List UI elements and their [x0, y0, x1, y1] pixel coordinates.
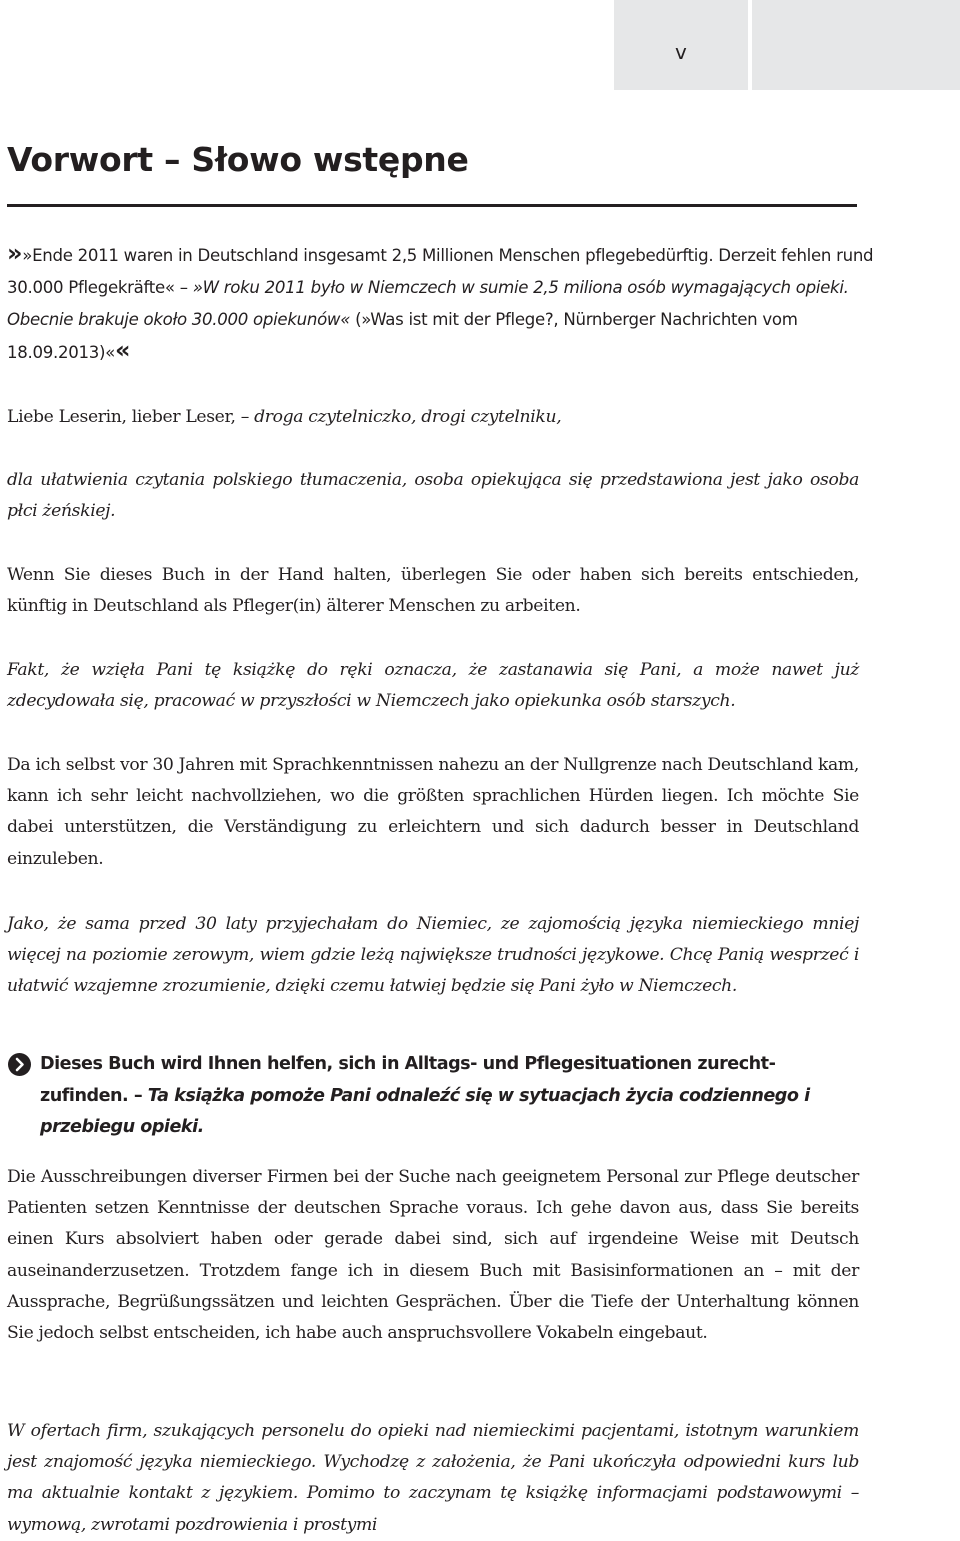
paragraph-1-german: Wenn Sie dieses Buch in der Hand halten, überlegen Sie oder haben sich bereits entschieden, künftig in Deutschland als Pfleger(in) älterer Menschen zu arbeiten.	[7, 565, 859, 617]
quote-source: (»Was ist mit der Pflege?, Nürnberger Nachrichten vom 18.09.2013)«	[7, 310, 798, 362]
paragraph-3-polish: W ofertach firm, szukających personelu do opieki nad niemieckimi pacjentami, istotnym warunkiem jest znajomość języka niemieckiego. Wychodzę z założenia, że Pani ukończyła odpowiedni kurs lub ma aktualnie kontakt z językiem. Pomimo to zaczynam tę książkę informacjami podstawowymi – wymową, zwrotami pozdrowienia i prostymi	[7, 1421, 859, 1535]
key-point-callout	[40, 1049, 850, 1144]
chapter-title: Vorwort – Słowo wstępne	[7, 140, 469, 179]
page-tab-background-right	[752, 0, 960, 90]
greeting-german: Liebe Leserin, lieber Leser, –	[7, 407, 255, 427]
quote-polish-text: »W roku 2011 było w Niemczech w sumie 2,5 miliona osób wymagających opieki. Obecnie brakuje około 30.000 opiekunów«	[7, 278, 849, 330]
paragraph-3-german: Die Ausschreibungen diverser Firmen bei der Suche nach geeignetem Personal zur Pflege deutscher Patienten setzen Kenntnisse der deutschen Sprache voraus. Ich gehe davon aus, dass Sie bereits einen Kurs absolviert haben oder gerade dabei sind, sich auf irgendeine Weise mit Deutsch auseinanderzusetzen. Trotzdem fange ich in diesem Buch mit Basisinformationen an – mit der Aussprache, Begrüßungssätzen und leichten Gesprächen. Über die Tiefe der Unterhaltung können Sie jedoch selbst entscheiden, ich habe auch anspruchsvollere Vokabeln eingebaut.	[7, 1167, 859, 1344]
quote-german-text: »Ende 2011 waren in Deutschland insgesamt 2,5 Millionen Menschen pflegebedürftig. Derzeit fehlen rund 30.000 Pflegekräfte« –	[7, 246, 874, 298]
chevron-right-circle-icon	[8, 1053, 31, 1076]
quote-close-mark: «	[115, 335, 131, 364]
greeting	[7, 402, 859, 433]
callout-german: Dieses Buch wird Ihnen helfen, sich in Alltags- und Pflegesituationen zurechtzufinden. –	[40, 1054, 776, 1106]
page-number: v	[675, 40, 687, 64]
translation-note-polish: dla ułatwienia czytania polskiego tłumaczenia, osoba opiekująca się przedstawiona jest jako osoba płci żeńskiej.	[7, 470, 859, 522]
quote-open-mark: »	[7, 239, 23, 267]
greeting-polish: droga czytelniczko, drogi czytelniku,	[254, 407, 562, 427]
callout-polish: Ta książka pomoże Pani odnaleźć się w sytuacjach życia codziennego i przebiegu opieki.	[40, 1085, 810, 1137]
epigraph-quote	[7, 240, 877, 369]
paragraph-1-polish: Fakt, że wzięła Pani tę książkę do ręki oznacza, że zastanawia się Pani, a może nawet już zdecydowała się, pracować w przyszłości w Niemczech jako opiekunka osób starszych.	[7, 660, 859, 712]
paragraph-2-german: Da ich selbst vor 30 Jahren mit Sprachkenntnissen nahezu an der Nullgrenze nach Deutschland kam, kann ich sehr leicht nachvollziehen, wo die größten sprachlichen Hürden liegen. Ich möchte Sie dabei unterstützen, die Verständigung zu erleichtern und sich dadurch besser in Deutschland einzuleben.	[7, 755, 859, 869]
paragraph-2-polish: Jako, że sama przed 30 laty przyjechałam do Niemiec, ze zajomością języka niemieckiego mniej więcej na poziomie zerowym, wiem gdzie leżą największe trudności językowe. Chcę Panią wesprzeć i ułatwić wzajemne zrozumienie, dzięki czemu łatwiej będzie się Pani żyło w Niemczech.	[7, 914, 859, 997]
title-divider	[7, 204, 857, 207]
